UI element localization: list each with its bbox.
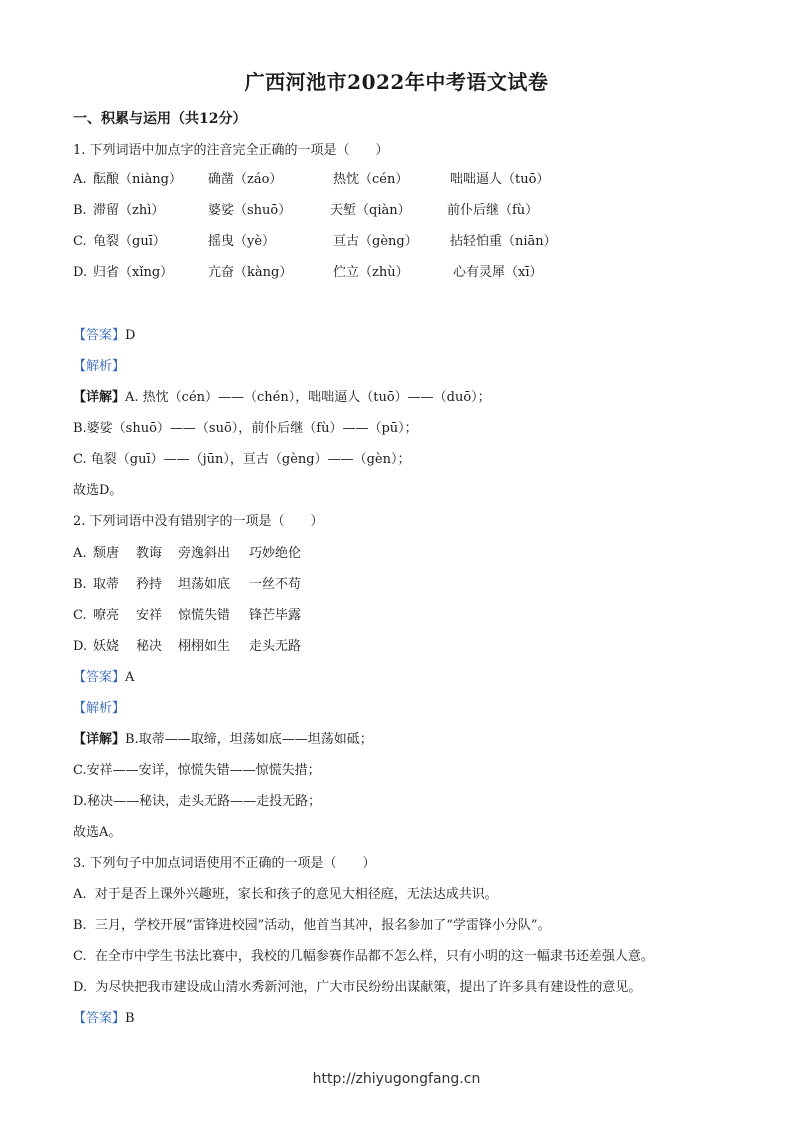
option-label: A. bbox=[73, 887, 87, 902]
option-word: 确凿（záo） bbox=[208, 172, 283, 187]
option-word: 天堑（qiàn） bbox=[330, 203, 411, 218]
option-word: 教诲 bbox=[136, 546, 163, 561]
q3-option-b bbox=[73, 917, 551, 935]
option-label: B. bbox=[73, 918, 87, 933]
option-word: 龟裂（guī） bbox=[93, 234, 166, 249]
option-label: C. bbox=[73, 608, 87, 623]
q1-answer bbox=[73, 327, 135, 345]
q3-option-c bbox=[73, 948, 654, 966]
answer-tag: 【答案】 bbox=[73, 328, 126, 343]
option-word: 安祥 bbox=[136, 608, 163, 623]
option-word: 亢奋（kàng） bbox=[208, 265, 293, 280]
option-word: 走头无路 bbox=[249, 639, 302, 654]
q2-analysis-tag: 【解析】 bbox=[73, 701, 126, 716]
option-label: C. bbox=[73, 949, 87, 964]
option-word: 惊慌失错 bbox=[178, 608, 231, 623]
option-word: 坦荡如底 bbox=[178, 577, 231, 592]
option-label: D. bbox=[73, 639, 88, 654]
detail-text: B.取蒂——取缔，坦荡如底——坦荡如砥； bbox=[125, 732, 373, 747]
question-2-stem: 2. 下列词语中没有错别字的一项是（ ） bbox=[73, 514, 324, 529]
option-word: 伫立（zhù） bbox=[333, 265, 409, 280]
option-label: B. bbox=[73, 577, 87, 592]
q2-detail-line: D.秘决——秘诀，走头无路——走投无路； bbox=[73, 794, 322, 809]
option-word: 一丝不苟 bbox=[249, 577, 302, 592]
detail-tag: 【详解】 bbox=[73, 732, 126, 747]
page-title: 广西河池市2022年中考语文试卷 bbox=[244, 70, 549, 94]
q1-detail-line bbox=[73, 389, 491, 407]
option-label: B. bbox=[73, 203, 87, 218]
q2-conclusion: 故选A。 bbox=[73, 825, 122, 840]
option-word: 滞留（zhì） bbox=[93, 203, 165, 218]
q2-detail-line bbox=[73, 731, 373, 749]
option-word: 锋芒毕露 bbox=[249, 608, 302, 623]
q1-conclusion: 故选D。 bbox=[73, 483, 123, 498]
option-word: 矜持 bbox=[136, 577, 163, 592]
question-1-stem: 1. 下列词语中加点字的注音完全正确的一项是（ ） bbox=[73, 143, 389, 158]
answer-tag: 【答案】 bbox=[73, 670, 126, 685]
option-word: 巧妙绝伦 bbox=[249, 546, 302, 561]
footer-url: http://zhiyugongfang.cn bbox=[312, 1071, 481, 1087]
option-word: 摇曳（yè） bbox=[208, 234, 276, 249]
option-text: 三月，学校开展“雷锋进校园”活动，他首当其冲，报名参加了“学雷锋小分队”。 bbox=[94, 918, 551, 933]
option-word: 心有灵犀（xī） bbox=[453, 265, 543, 280]
answer-value: A bbox=[125, 670, 135, 685]
option-text: 为尽快把我市建设成山清水秀新河池，广大市民纷纷出谋献策，提出了许多具有建设性的意见。 bbox=[95, 980, 642, 995]
q3-option-d bbox=[73, 979, 641, 997]
option-word: 前仆后继（fù） bbox=[447, 203, 539, 218]
question-3-stem: 3. 下列句子中加点词语使用不正确的一项是（ ） bbox=[73, 856, 376, 871]
option-word: 咄咄逼人（tuō） bbox=[450, 172, 550, 187]
option-word: 妖娆 bbox=[93, 639, 120, 654]
q1-detail-line: C. 龟裂（guī）——（jūn），亘古（gèng）——（gèn）； bbox=[73, 452, 411, 467]
option-label: A. bbox=[73, 172, 87, 187]
q1-analysis-tag: 【解析】 bbox=[73, 359, 126, 374]
option-word: 归省（xǐng） bbox=[93, 265, 174, 280]
option-word: 热忱（cén） bbox=[333, 172, 409, 187]
answer-value: B bbox=[125, 1011, 135, 1026]
q2-detail-line: C.安祥——安详，惊慌失错——惊慌失措； bbox=[73, 763, 321, 778]
option-label: A. bbox=[73, 546, 87, 561]
option-text: 在全市中学生书法比赛中，我校的几幅参赛作品都不怎么样，只有小明的这一幅隶书还差强人意。 bbox=[94, 949, 654, 964]
option-label: D. bbox=[73, 265, 88, 280]
option-word: 嘹亮 bbox=[93, 608, 120, 623]
option-word: 酝酿（niàng） bbox=[93, 172, 182, 187]
q1-detail-line: B.婆娑（shuō）——（suō），前仆后继（fù）——（pū）； bbox=[73, 421, 418, 436]
option-label: C. bbox=[73, 234, 87, 249]
answer-tag: 【答案】 bbox=[73, 1011, 126, 1026]
option-word: 取蒂 bbox=[93, 577, 120, 592]
option-word: 颓唐 bbox=[93, 546, 120, 561]
detail-text: A. 热忱（cén）——（chén），咄咄逼人（tuō）——（duō）； bbox=[125, 390, 491, 405]
q3-answer bbox=[73, 1010, 135, 1028]
option-word: 秘决 bbox=[136, 639, 163, 654]
option-text: 对于是否上课外兴趣班，家长和孩子的意见大相径庭，无法达成共识。 bbox=[94, 887, 498, 902]
option-word: 拈轻怕重（niān） bbox=[450, 234, 557, 249]
option-word: 旁逸斜出 bbox=[178, 546, 231, 561]
detail-tag: 【详解】 bbox=[73, 390, 126, 405]
option-word: 婆娑（shuō） bbox=[208, 203, 292, 218]
q3-option-a bbox=[73, 886, 498, 904]
option-word: 栩栩如生 bbox=[178, 639, 231, 654]
option-word: 亘古（gèng） bbox=[333, 234, 418, 249]
q2-answer bbox=[73, 669, 134, 687]
section-heading: 一、积累与运用（共12分） bbox=[73, 111, 247, 127]
answer-value: D bbox=[125, 328, 136, 343]
option-label: D. bbox=[73, 980, 88, 995]
